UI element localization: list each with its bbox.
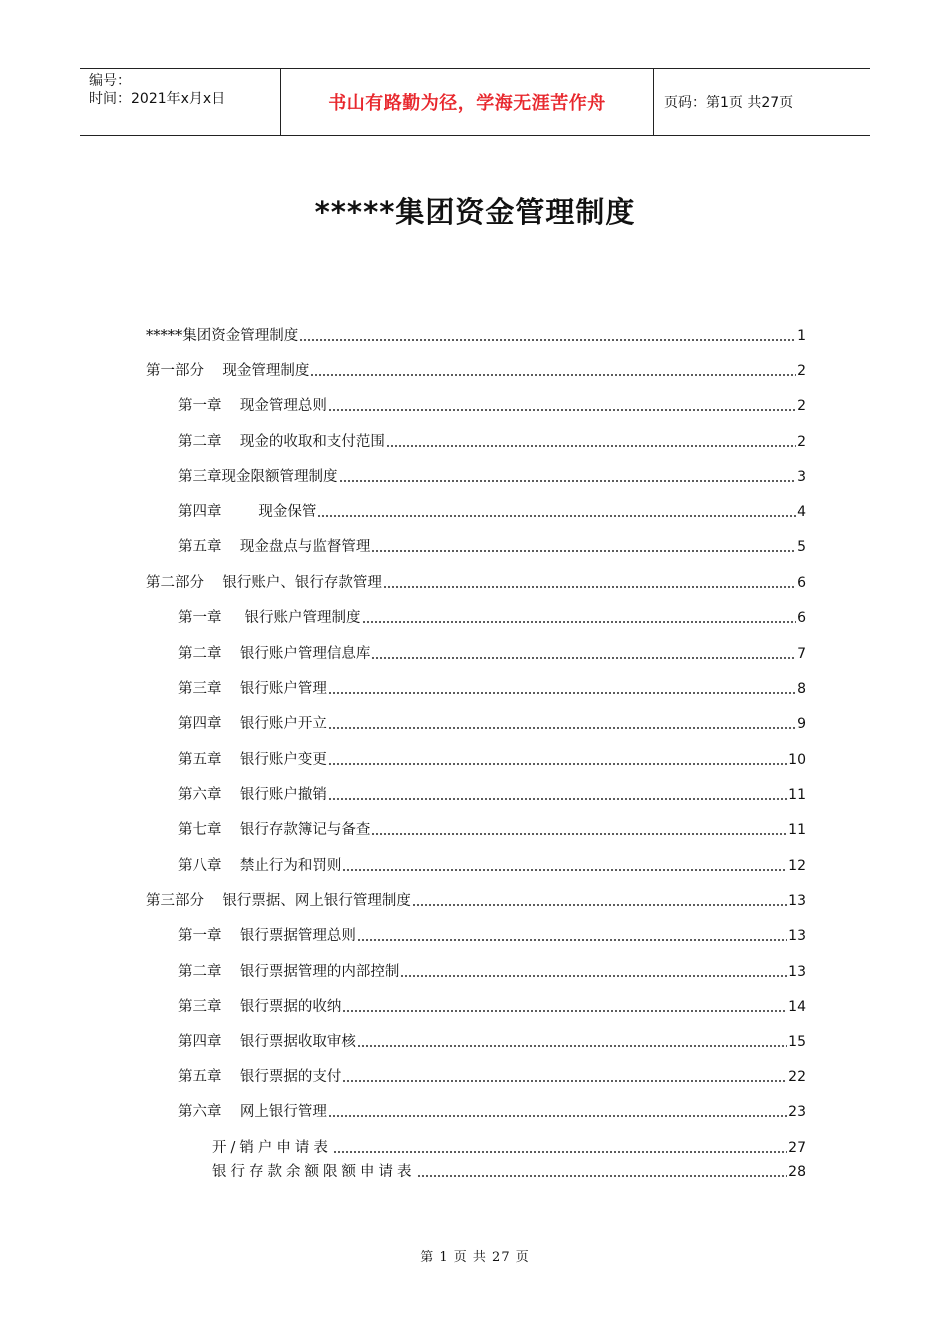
toc-leader-dots bbox=[339, 473, 797, 483]
document-date: 时间：2021年x月x日 bbox=[89, 91, 226, 107]
toc-entry[interactable] bbox=[178, 538, 806, 556]
toc-entry-label: *****集团资金管理制度 bbox=[146, 328, 299, 344]
toc-entry-label: 第四章 现金保管 bbox=[178, 504, 317, 520]
toc-entry-page: 6 bbox=[797, 610, 806, 626]
header-motto: 书山有路勤为径，学海无涯苦作舟 bbox=[281, 69, 654, 135]
toc-entry-label: 第三部分 银行票据、网上银行管理制度 bbox=[146, 893, 411, 909]
toc-entry-page: 10 bbox=[788, 752, 806, 768]
toc-entry-label: 第二章 银行账户管理信息库 bbox=[178, 646, 371, 662]
page-footer: 第 1 页 共 27 页 bbox=[420, 1250, 530, 1265]
toc-entry-label: 第一章 银行账户管理制度 bbox=[178, 610, 361, 626]
toc-entry-page: 27 bbox=[788, 1140, 806, 1156]
toc-leader-dots bbox=[371, 650, 796, 660]
toc-entry[interactable] bbox=[178, 645, 806, 663]
toc-entry-page: 11 bbox=[788, 822, 806, 838]
toc-entry-page: 3 bbox=[797, 469, 806, 485]
toc-leader-dots bbox=[328, 402, 796, 412]
toc-entry[interactable] bbox=[178, 998, 806, 1016]
toc-leader-dots bbox=[342, 1003, 787, 1013]
document-number: 编号： bbox=[89, 73, 131, 89]
toc-entry[interactable] bbox=[146, 574, 806, 592]
toc-entry-label: 第二部分 银行账户、银行存款管理 bbox=[146, 575, 382, 591]
toc-entry[interactable] bbox=[178, 680, 806, 698]
toc-entry-page: 23 bbox=[788, 1104, 806, 1120]
toc-entry[interactable] bbox=[178, 1068, 806, 1086]
toc-entry-page: 2 bbox=[797, 398, 806, 414]
toc-leader-dots bbox=[357, 1038, 787, 1048]
toc-leader-dots bbox=[333, 1144, 787, 1154]
toc-entry-label: 银行存款余额限额申请表 bbox=[212, 1164, 416, 1180]
toc-leader-dots bbox=[371, 543, 796, 553]
toc-entry-label: 第七章 银行存款簿记与备查 bbox=[178, 822, 371, 838]
toc-entry[interactable] bbox=[146, 892, 806, 910]
toc-leader-dots bbox=[342, 1073, 787, 1083]
toc-entry-label: 第六章 银行账户撤销 bbox=[178, 787, 327, 803]
toc-entry[interactable] bbox=[178, 927, 806, 945]
toc-entry[interactable] bbox=[178, 963, 806, 981]
toc-entry-page: 12 bbox=[788, 858, 806, 874]
toc-entry-label: 第四章 银行票据收取审核 bbox=[178, 1034, 356, 1050]
toc-entry[interactable] bbox=[178, 609, 806, 627]
toc-entry-page: 7 bbox=[797, 646, 806, 662]
toc-leader-dots bbox=[383, 579, 796, 589]
toc-entry-page: 13 bbox=[788, 964, 806, 980]
toc-leader-dots bbox=[328, 1108, 787, 1118]
toc-entry[interactable] bbox=[178, 751, 806, 769]
header-page-info: 页码：第1页 共27页 bbox=[664, 95, 794, 111]
toc-entry-page: 8 bbox=[797, 681, 806, 697]
toc-entry[interactable] bbox=[178, 1033, 806, 1051]
toc-entry[interactable] bbox=[178, 468, 806, 486]
toc-entry-page: 22 bbox=[788, 1069, 806, 1085]
toc-entry-page: 15 bbox=[788, 1034, 806, 1050]
toc-entry[interactable] bbox=[178, 715, 806, 733]
toc-entry-label: 第二章 银行票据管理的内部控制 bbox=[178, 964, 400, 980]
toc-leader-dots bbox=[328, 720, 796, 730]
toc-leader-dots bbox=[357, 932, 787, 942]
toc-entry-label: 第一章 现金管理总则 bbox=[178, 398, 327, 414]
toc-entry-page: 4 bbox=[797, 504, 806, 520]
toc-entry-page: 9 bbox=[797, 716, 806, 732]
toc-entry[interactable] bbox=[178, 1103, 806, 1121]
toc-entry-label: 第五章 银行账户变更 bbox=[178, 752, 327, 768]
toc-entry-page: 13 bbox=[788, 893, 806, 909]
toc-entry-page: 2 bbox=[797, 434, 806, 450]
toc-leader-dots bbox=[371, 826, 787, 836]
toc-entry[interactable] bbox=[212, 1163, 806, 1181]
toc-leader-dots bbox=[342, 862, 787, 872]
toc-entry-label: 第五章 银行票据的支付 bbox=[178, 1069, 342, 1085]
toc-entry-page: 5 bbox=[797, 539, 806, 555]
toc-entry-label: 第八章 禁止行为和罚则 bbox=[178, 858, 342, 874]
toc-leader-dots bbox=[299, 332, 796, 342]
toc-leader-dots bbox=[400, 968, 787, 978]
toc-entry-page: 28 bbox=[788, 1164, 806, 1180]
document-title: *****集团资金管理制度 bbox=[314, 195, 636, 229]
toc-entry-label: 第二章 现金的收取和支付范围 bbox=[178, 434, 385, 450]
toc-entry[interactable] bbox=[146, 327, 806, 345]
toc-entry-page: 14 bbox=[788, 999, 806, 1015]
toc-leader-dots bbox=[386, 438, 796, 448]
header-meta bbox=[80, 69, 281, 135]
toc-entry-label: 第三章 银行票据的收纳 bbox=[178, 999, 342, 1015]
toc-entry[interactable] bbox=[178, 857, 806, 875]
toc-entry-label: 开/销户申请表 bbox=[212, 1140, 332, 1156]
toc-entry-label: 第五章 现金盘点与监督管理 bbox=[178, 539, 371, 555]
toc-leader-dots bbox=[317, 508, 796, 518]
toc-entry-label: 第一章 银行票据管理总则 bbox=[178, 928, 356, 944]
document-header bbox=[80, 68, 870, 136]
toc-entry-page: 13 bbox=[788, 928, 806, 944]
toc-leader-dots bbox=[362, 614, 797, 624]
toc-leader-dots bbox=[412, 897, 787, 907]
toc-entry-label: 第四章 银行账户开立 bbox=[178, 716, 327, 732]
toc-entry[interactable] bbox=[178, 503, 806, 521]
toc-entry-page: 11 bbox=[788, 787, 806, 803]
toc-entry[interactable] bbox=[178, 433, 806, 451]
toc-leader-dots bbox=[328, 791, 787, 801]
toc-entry-label: 第三章现金限额管理制度 bbox=[178, 469, 338, 485]
toc-entry-page: 1 bbox=[797, 328, 806, 344]
toc-entry-label: 第一部分 现金管理制度 bbox=[146, 363, 310, 379]
toc-entry[interactable] bbox=[178, 397, 806, 415]
toc-leader-dots bbox=[310, 367, 796, 377]
toc-leader-dots bbox=[328, 756, 787, 766]
toc-entry-label: 第三章 银行账户管理 bbox=[178, 681, 327, 697]
toc-entry-page: 2 bbox=[797, 363, 806, 379]
toc-entry-label: 第六章 网上银行管理 bbox=[178, 1104, 327, 1120]
toc-entry[interactable] bbox=[178, 821, 806, 839]
toc-entry[interactable] bbox=[146, 362, 806, 380]
toc-leader-dots bbox=[328, 685, 796, 695]
toc-entry[interactable] bbox=[178, 786, 806, 804]
toc-entry[interactable] bbox=[212, 1139, 806, 1157]
toc-entry-page: 6 bbox=[797, 575, 806, 591]
toc-leader-dots bbox=[417, 1168, 788, 1178]
